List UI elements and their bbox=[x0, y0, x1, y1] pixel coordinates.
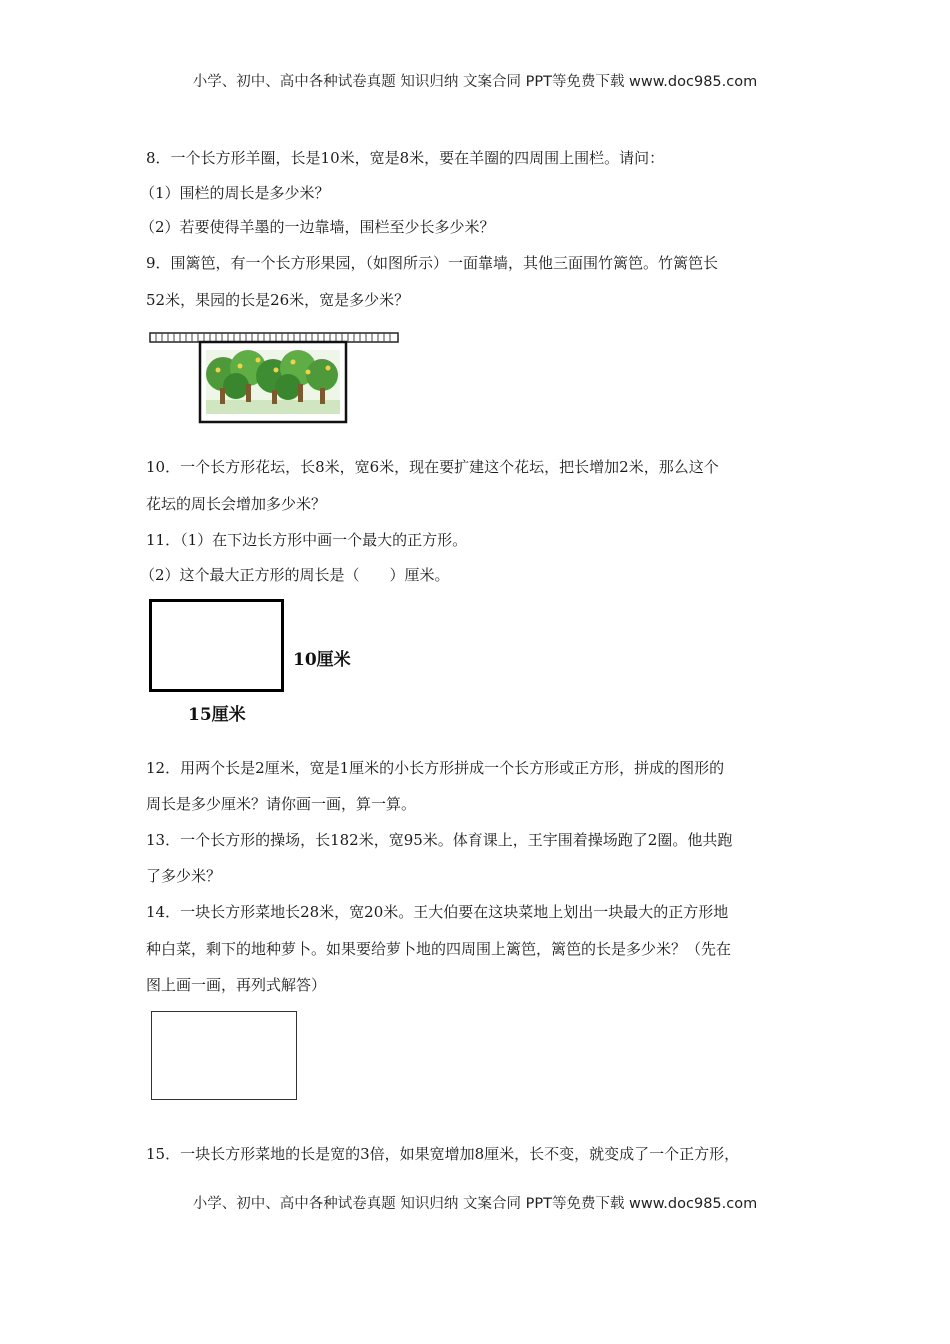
q11-height-label: 10厘米 bbox=[293, 650, 351, 670]
q9-line1: 9．围篱笆，有一个长方形果园，（如图所示）一面靠墙，其他三面围竹篱笆。竹篱笆长 bbox=[146, 254, 719, 272]
q11-width-label: 15厘米 bbox=[188, 705, 246, 725]
q14-line1: 14．一块长方形菜地长28米，宽20米。王大伯要在这块菜地上划出一块最大的正方形地 bbox=[146, 903, 729, 921]
q12-line1: 12．用两个长是2厘米，宽是1厘米的小长方形拼成一个长方形或正方形，拼成的图形的 bbox=[146, 759, 725, 777]
q14-line3: 图上画一画，再列式解答） bbox=[146, 976, 327, 994]
q15-line1: 15．一块长方形菜地的长是宽的3倍，如果宽增加8厘米，长不变，就变成了一个正方形， bbox=[146, 1145, 740, 1163]
q11-rectangle bbox=[149, 599, 284, 692]
q12-line2: 周长是多少厘米？请你画一画，算一算。 bbox=[146, 795, 417, 813]
page-footer: 小学、初中、高中各种试卷真题 知识归纳 文案合同 PPT等免费下载 www.doc985.com bbox=[192, 1196, 758, 1212]
q13-line1: 13．一个长方形的操场，长182米，宽95米。体育课上，王宇围着操场跑了2圈。他共跑 bbox=[146, 831, 733, 849]
q14-rectangle bbox=[151, 1011, 297, 1100]
q8-part2: （2）若要使得羊墨的一边靠墙，围栏至少长多少米？ bbox=[140, 218, 495, 236]
q11-part2: （2）这个最大正方形的周长是（ ）厘米。 bbox=[140, 566, 450, 584]
q9-line2: 52米，果园的长是26米，宽是多少米？ bbox=[146, 291, 410, 309]
q10-line2: 花坛的周长会增加多少米？ bbox=[146, 495, 327, 513]
q13-line2: 了多少米？ bbox=[146, 867, 222, 885]
q11-part1: 11．（1）在下边长方形中画一个最大的正方形。 bbox=[146, 531, 468, 549]
page-header: 小学、初中、高中各种试卷真题 知识归纳 文案合同 PPT等免费下载 www.doc985.com bbox=[192, 74, 758, 90]
wall bbox=[150, 333, 398, 342]
trees-image bbox=[206, 350, 340, 414]
q8-part1: （1）围栏的周长是多少米？ bbox=[140, 184, 330, 202]
q14-line2: 种白菜，剩下的地种萝卜。如果要给萝卜地的四周围上篱笆，篱笆的长是多少米？（先在 bbox=[146, 940, 732, 958]
q8-stem: 8．一个长方形羊圈，长是10米，宽是8米，要在羊圈的四周围上围栏。请问： bbox=[146, 149, 665, 167]
q10-line1: 10．一个长方形花坛，长8米，宽6米，现在要扩建这个花坛，把长增加2米，那么这个 bbox=[146, 458, 719, 476]
orchard-figure bbox=[148, 330, 400, 426]
